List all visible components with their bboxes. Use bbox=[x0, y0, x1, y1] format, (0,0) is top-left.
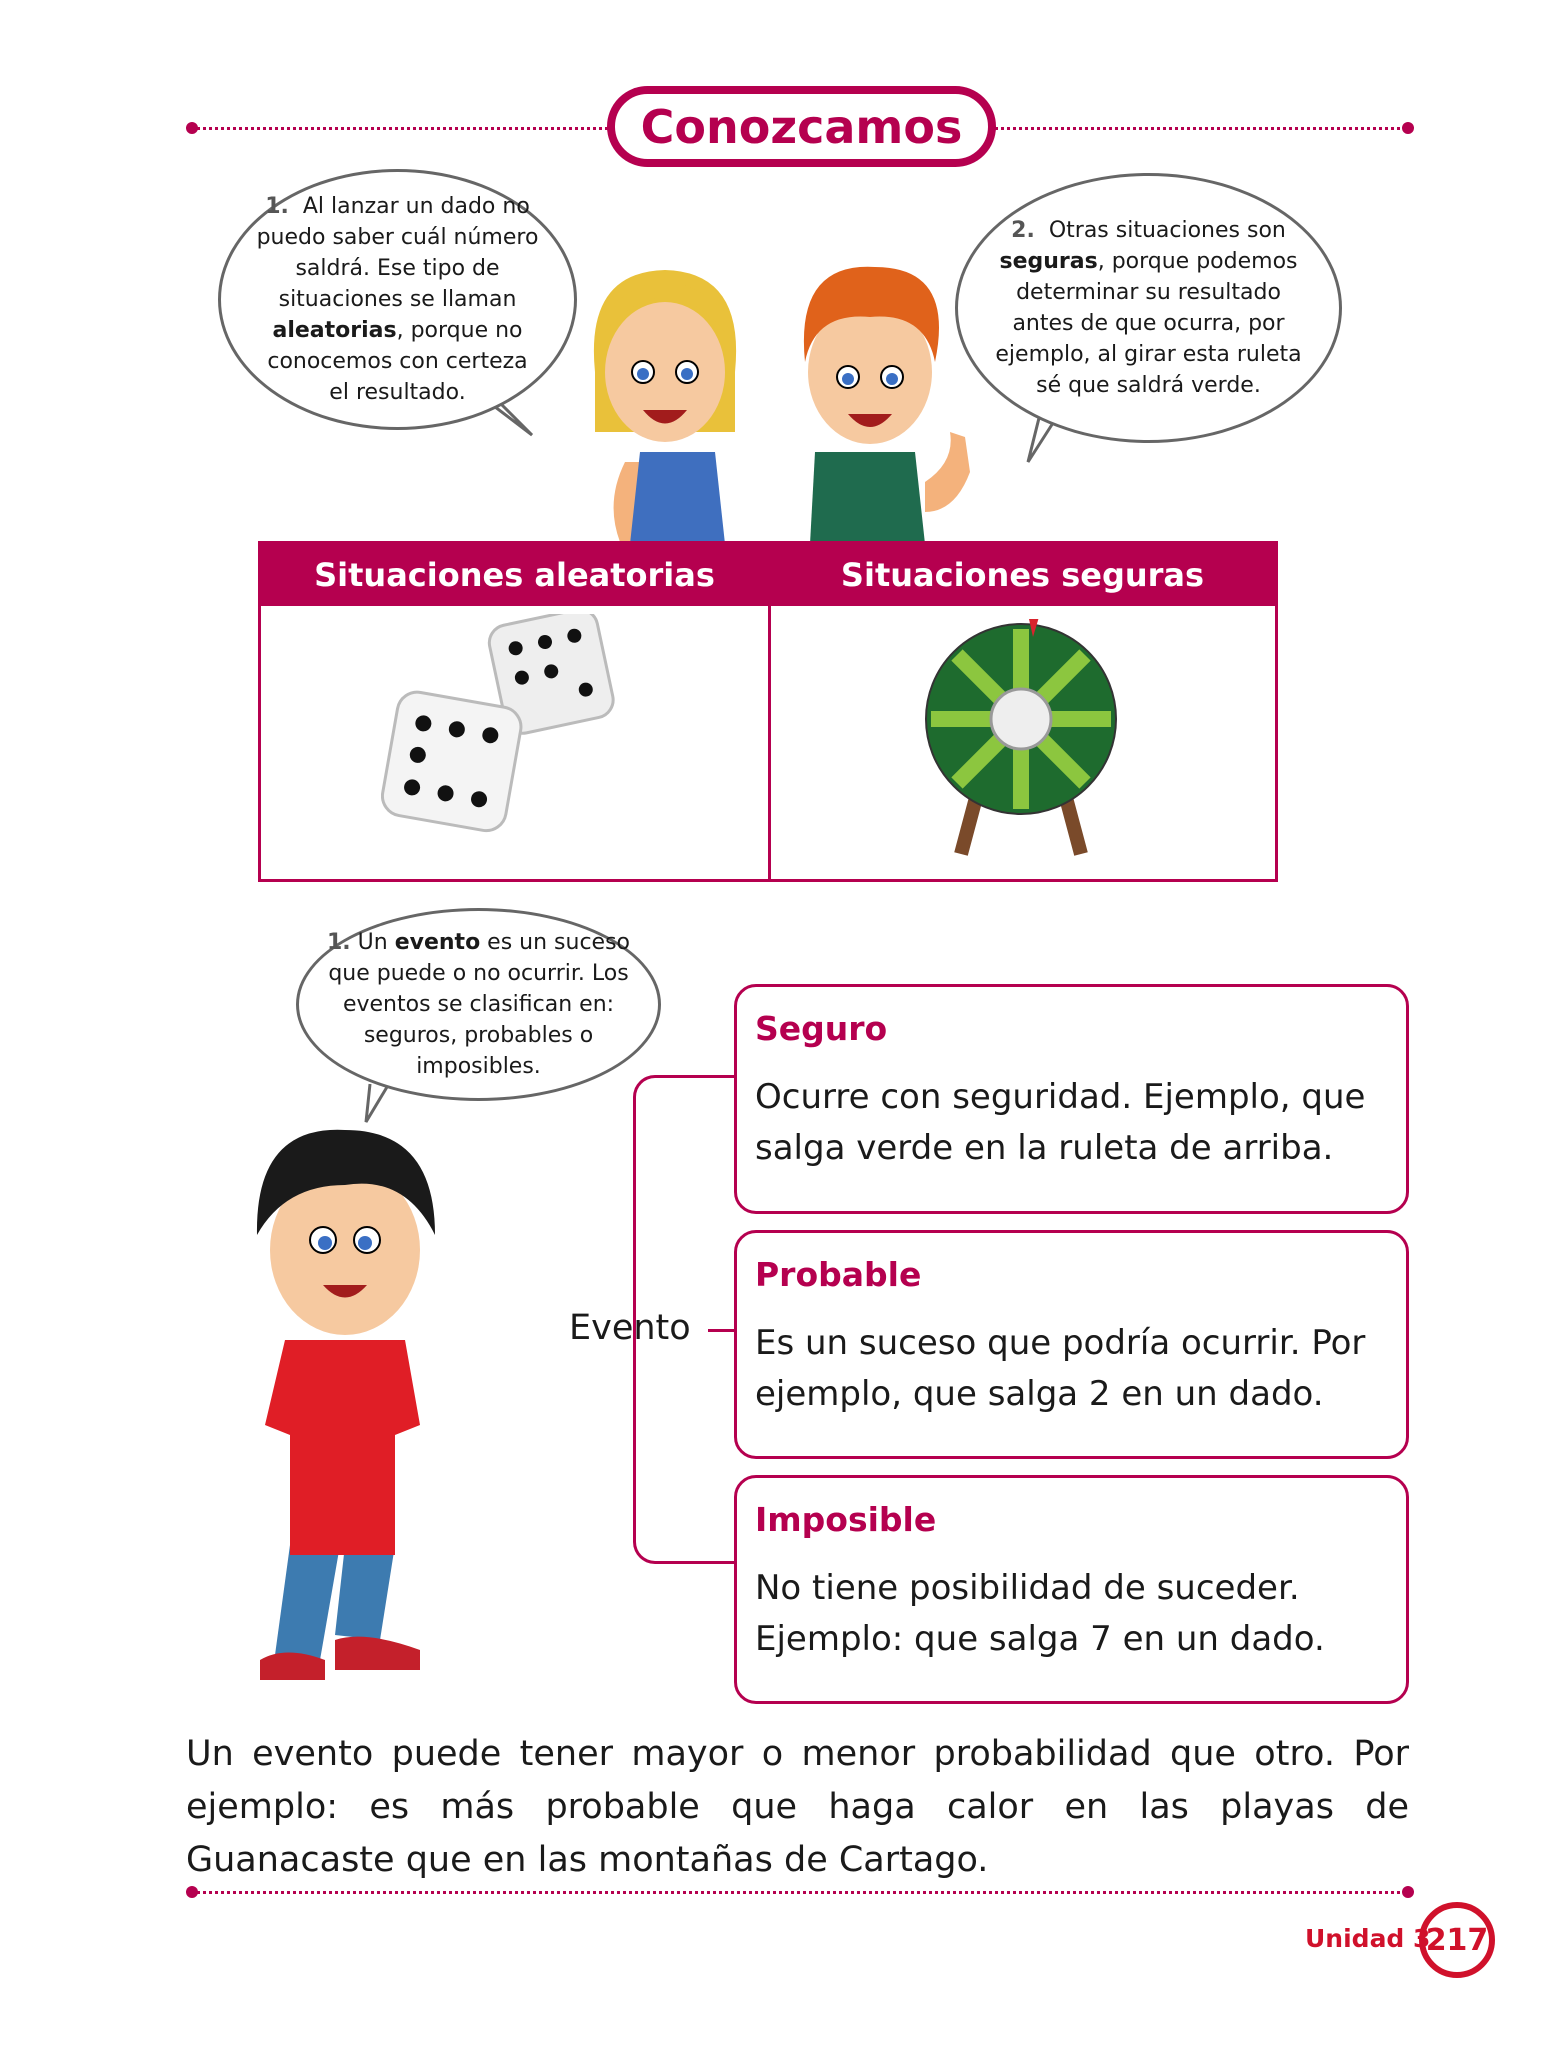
body-paragraph: Un evento puede tener mayor o menor probabilidad que otro. Por ejemplo: es más probable que haga calor en las playas de Guanacaste que en las montañas de Cartago. bbox=[186, 1734, 1409, 1880]
card-title: Probable bbox=[755, 1255, 922, 1294]
divider-dot bbox=[1402, 122, 1414, 134]
speech-bubble-seguras: 2. Otras situaciones son seguras, porque podemos determinar su resultado antes de que ocurra, por ejemplo, al girar esta ruleta sé que saldrá verde. bbox=[955, 173, 1342, 443]
divider-dot bbox=[1402, 1886, 1414, 1898]
card-text: No tiene posibilidad de suceder. Ejemplo: que salga 7 en un dado. bbox=[755, 1568, 1325, 1659]
unit-label: Unidad 3 bbox=[1305, 1924, 1431, 1953]
bracket-line bbox=[633, 1075, 735, 1564]
boy-redhead bbox=[804, 267, 970, 544]
card-probable bbox=[734, 1230, 1409, 1459]
girl bbox=[594, 270, 736, 544]
roulette-wheel-icon bbox=[921, 619, 1121, 859]
header-aleatorias: Situaciones aleatorias bbox=[261, 544, 768, 606]
card-seguro bbox=[734, 984, 1409, 1214]
card-title: Imposible bbox=[755, 1500, 937, 1539]
header-seguras: Situaciones seguras bbox=[770, 544, 1275, 606]
speech-bubble-aleatorias: 1. Al lanzar un dado no puedo saber cuál número saldrá. Ese tipo de situaciones se llaman aleatorias, porque no conocemos con certeza el resultado. bbox=[218, 169, 577, 430]
situations-table bbox=[258, 541, 1278, 882]
column-divider bbox=[768, 544, 771, 879]
card-title: Seguro bbox=[755, 1009, 888, 1048]
kids-illustration bbox=[575, 262, 1025, 544]
card-text: Ocurre con seguridad. Ejemplo, que salga verde en la ruleta de arriba. bbox=[755, 1077, 1366, 1168]
divider-dot bbox=[186, 122, 198, 134]
card-imposible bbox=[734, 1475, 1409, 1704]
card-text: Es un suceso que podría ocurrir. Por ejemplo, que salga 2 en un dado. bbox=[755, 1323, 1366, 1414]
dice-icon bbox=[381, 614, 641, 834]
bottom-divider bbox=[192, 1891, 1406, 1894]
divider-dot bbox=[186, 1886, 198, 1898]
boy-illustration bbox=[245, 1125, 445, 1685]
page-number: 217 bbox=[1419, 1902, 1495, 1978]
speech-bubble-evento: 1. Un evento es un suceso que puede o no ocurrir. Los eventos se clasifican en: seguros, probables o imposibles. bbox=[296, 908, 661, 1101]
section-title: Conozcamos bbox=[607, 86, 996, 167]
bracket-connector bbox=[708, 1329, 734, 1332]
evento-label: Evento bbox=[569, 1308, 691, 1348]
